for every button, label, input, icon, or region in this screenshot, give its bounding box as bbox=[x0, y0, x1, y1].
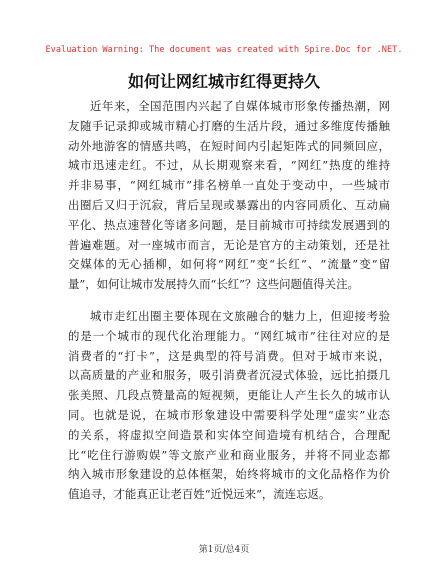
text-line: 以高质量的产业和服务，吸引消费者沉浸式体验，远比拍摄几 bbox=[68, 368, 390, 383]
text-line: 平化、热点速替化等诸多问题，是目前城市可持续发展遇到的 bbox=[68, 217, 390, 232]
text-line: 并非易事，“网红城市”排名榜单一直处于变动中，一些城市 bbox=[68, 178, 390, 193]
text-line: 的关系，将虚拟空间造景和实体空间造境有机结合，合理配 bbox=[68, 427, 390, 442]
text-line: 的是一个城市的现代化治理能力。“网红城市”往往对应的是 bbox=[68, 328, 390, 343]
text-line: 张美照、几段点赞量高的短视频，更能让人产生长久的城市认 bbox=[68, 388, 390, 403]
text-line: 城市走红出圈主要体现在文旅融合的魅力上，但迎接考验 bbox=[90, 309, 390, 323]
document-title: 如何让网红城市红得更持久 bbox=[127, 72, 320, 91]
evaluation-warning: Evaluation Warning: The document was created with Spire.Doc for .NET. bbox=[45, 45, 403, 55]
text-line: 友随手记录抑或城市精心打磨的生活片段，通过多维度传播触 bbox=[68, 118, 390, 133]
text-line: 普遍难题。对一座城市而言，无论是官方的主动策划，还是社 bbox=[68, 237, 390, 252]
text-line: 近年来，全国范围内兴起了自媒体城市形象传播热潮，网 bbox=[90, 99, 390, 113]
text-line: 城市迅速走红。不过，从长期观察来看，“网红”热度的维持 bbox=[68, 158, 390, 173]
text-line: 同。也就是说，在城市形象建设中需要科学处理“虚实”业态 bbox=[68, 407, 390, 422]
text-line: 比“吃住行游购娱”等文旅产业和商业服务，并将不同业态都 bbox=[68, 447, 390, 462]
text-line: 出圈后又归于沉寂，背后呈现或暴露出的内容同质化、互动扁 bbox=[68, 197, 390, 212]
text-line: 动外地游客的情感共鸣，在短时间内引起矩阵式的同频回应， bbox=[68, 138, 390, 153]
paragraph-1 bbox=[68, 97, 390, 295]
text-line: 值追寻，才能真正让老百姓“近悦远来”，流连忘返。 bbox=[68, 487, 331, 502]
paragraph-2 bbox=[68, 307, 390, 505]
text-line: 交媒体的无心插柳，如何将“网红”变“长红”、“流量”变“留 bbox=[68, 257, 390, 272]
text-line: 消费者的“打卡”，这是典型的符号消费。但对于城市来说， bbox=[68, 348, 390, 363]
text-line: 纳入城市形象建设的总体框架，始终将城市的文化品格作为价 bbox=[68, 467, 390, 482]
page-number-footer: 第1页/总4页 bbox=[198, 545, 250, 555]
text-line: 量”，如何让城市发展持久而“长红”？这些问题值得关注。 bbox=[68, 277, 359, 292]
